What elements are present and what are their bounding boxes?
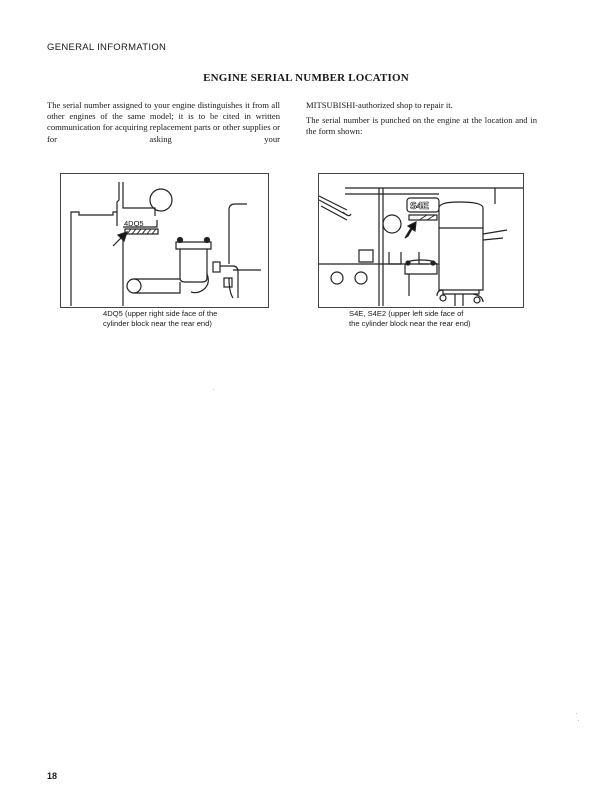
- caption-line: the cylinder block near the rear end): [349, 319, 471, 328]
- caption-line: S4E, S4E2 (upper left side face of: [349, 309, 464, 318]
- stamp-label-text: 4DQ5: [124, 219, 144, 228]
- page-title: ENGINE SERIAL NUMBER LOCATION: [203, 72, 409, 84]
- scan-speck: [578, 720, 579, 721]
- body-column-right: [306, 100, 537, 142]
- scan-speck: [576, 713, 577, 714]
- scan-speck: [213, 389, 214, 390]
- body-paragraph: The serial number assigned to your engine distinguishes it from all other engines of the same model; it is to be cited in written communication for acquiring replacement parts or other supplies or for asking your: [47, 100, 280, 144]
- body-paragraph: The serial number is punched on the engine at the location and in the form shown:: [306, 115, 537, 137]
- figure-caption-right: [349, 309, 519, 329]
- figure-s4e-illustration: [318, 173, 524, 308]
- body-column-left: [47, 100, 280, 149]
- caption-line: 4DQ5 (upper right side face of the: [103, 309, 218, 318]
- page-number: 18: [47, 771, 58, 781]
- figure-caption-left: [103, 309, 263, 329]
- body-paragraph: MITSUBISHI-authorized shop to repair it.: [306, 100, 453, 110]
- stamp-label-text: S4E: [410, 201, 429, 212]
- caption-line: cylinder block near the rear end): [103, 319, 212, 328]
- section-header: GENERAL INFORMATION: [47, 42, 167, 53]
- figure-4dq5-illustration: [60, 173, 269, 308]
